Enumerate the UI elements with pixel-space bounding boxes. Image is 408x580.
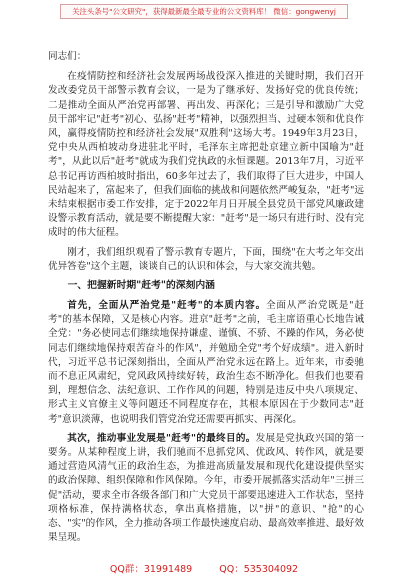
intro-paragraph: 在疫情防控和经济社会发展两场战役深入推进的关键时期，我们召开发改委党员干部警示教育会议，一是为了继承好、发扬好党的优良传统；二是推动全面从严治党再部署、再出发、再深化；三是引导和激励广大党员干部牢记"赶考"初心、弘扬"赶考"精神，以强烈担当、过硬本领和优良作风，赢得疫情防控和经济社会发展"双胜利"这场大考。1949年3月23日，党中央从西柏坡动身进驻北平时，毛泽东主席把赴京建立新中国喻为"赶考"，从此以后"赶考"就成为我们党执政的永恒课题。2013年7月，习近平总书记再访西柏坡时指出，60多年过去了，我们取得了巨大进步，中国人民站起来了，富起来了，但我们面临的挑战和问题依然严峻复杂，"赶考"远未结束根据市委工作安排，定于2022年月日开展全县党员干部党风廉政建设警示教育活动，就是要不断提醒大家："赶考"是一场只有进行时、没有完成时的伟大征程。 <box>48 71 364 239</box>
header-banner: 关注头条号"公文研究"，获得最新最全最专业的公文资料库！ 微信：gongwenyj <box>60 4 348 19</box>
footer-qq-group: QQ群：31991489 <box>109 564 193 575</box>
footer-qq: QQ：535304092 <box>219 564 299 575</box>
point-text-1: 全面从严治党既是"赶考"的基本保障，又是核心内容。进京"赶考"之前，毛主席语重心长地告诫全党："务必使同志们继续地保持谦虚、谨慎、不骄、不躁的作风，务必使同志们继续地保持艰苦奋斗的作风"，并勉励全党"考个好成绩"。进入新时代，习近平总书记深刻指出，全面从严治党永远在路上。近年来，市委驰而不息正风肃纪，党风政风持续好转，政治生态不断净化。但我们也要看到，理想信念、法纪意识、工作作风的问题，特别是违反中央八项规定、形式主义官僚主义等问题还不同程度存在，其根本原因在于少数同志"赶考"意识淡薄，也说明我们管党治党还需要再抓实、再深化。 <box>48 300 364 425</box>
footer-contact <box>0 561 408 575</box>
greeting: 同志们： <box>48 51 87 62</box>
transition-paragraph: 刚才，我们组织观看了警示教育专题片，下面，围绕"在大考之年交出优异答卷"这个主题，谈谈自己的认识和体会，与大家交流共勉。 <box>48 246 364 272</box>
point-lead-1: 首先，全面从严治党是"赶考"的本质内容。 <box>67 300 266 312</box>
point-text-2: 发展是党执政兴国的第一要务。从某种程度上讲，我们驰而不息抓党风、优政风、转作风，就是要通过营造风清气正的政治生态，为推进高质量发展和现代化建设提供坚实的政治保障、组织保障和作风保障。今年，市委开展抓落实活动年"三拼三促"活动，要求全市各级各部门和广大党员干部要迅速进入工作状态，坚持项格标准，保持满格状态，拿出真格措施，以"拼"的意识、"抢"的心态、"实"的作风，全力推动各项工作最快速度启动、最高效率推进、最好效果呈现。 <box>48 432 365 544</box>
document-body <box>48 50 364 551</box>
point-paragraph-1 <box>48 299 364 427</box>
section-heading: 一、把握新时期"赶考"的深刻内涵 <box>67 280 215 292</box>
point-paragraph-2 <box>48 432 364 546</box>
point-lead-2: 其次，推动事业发展是"赶考"的最终目的。 <box>67 432 256 444</box>
